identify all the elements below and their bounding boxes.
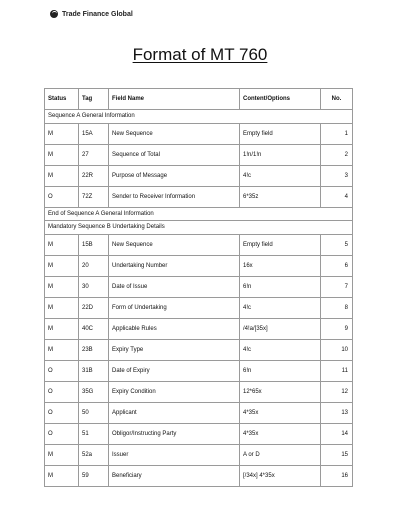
cell-field-name: New Sequence xyxy=(109,234,240,255)
table-row xyxy=(45,402,353,423)
cell-status: M xyxy=(45,234,79,255)
cell-tag: 50 xyxy=(79,402,109,423)
table-row xyxy=(45,234,353,255)
cell-status: M xyxy=(45,318,79,339)
cell-content-options: 6*35z xyxy=(240,186,321,207)
cell-status: M xyxy=(45,444,79,465)
cell-status: O xyxy=(45,423,79,444)
table-header-row xyxy=(45,89,353,110)
cell-tag: 52a xyxy=(79,444,109,465)
cell-tag: 22D xyxy=(79,297,109,318)
cell-tag: 51 xyxy=(79,423,109,444)
section-label: End of Sequence A General Information xyxy=(45,207,353,221)
table-row xyxy=(45,339,353,360)
cell-status: M xyxy=(45,297,79,318)
cell-status: M xyxy=(45,123,79,144)
cell-content-options: 4!c xyxy=(240,165,321,186)
column-header-content-options: Content/Options xyxy=(240,89,321,110)
section-label: Sequence A General Information xyxy=(45,110,353,124)
cell-field-name: Sender to Receiver Information xyxy=(109,186,240,207)
cell-status: O xyxy=(45,402,79,423)
cell-number: 9 xyxy=(321,318,353,339)
cell-field-name: Date of Expiry xyxy=(109,360,240,381)
cell-content-options: Empty field xyxy=(240,123,321,144)
cell-number: 6 xyxy=(321,255,353,276)
table-row xyxy=(45,144,353,165)
cell-status: M xyxy=(45,339,79,360)
cell-number: 4 xyxy=(321,186,353,207)
table-row xyxy=(45,165,353,186)
column-header-number: No. xyxy=(321,89,353,110)
cell-status: M xyxy=(45,465,79,486)
cell-number: 5 xyxy=(321,234,353,255)
cell-tag: 31B xyxy=(79,360,109,381)
cell-field-name: Beneficiary xyxy=(109,465,240,486)
table-row xyxy=(45,276,353,297)
column-header-field-name: Field Name xyxy=(109,89,240,110)
table-row xyxy=(45,255,353,276)
cell-tag: 15A xyxy=(79,123,109,144)
cell-field-name: Applicable Rules xyxy=(109,318,240,339)
cell-content-options: [/34x] 4*35x xyxy=(240,465,321,486)
section-row xyxy=(45,110,353,124)
cell-field-name: Issuer xyxy=(109,444,240,465)
table-row xyxy=(45,186,353,207)
cell-content-options: 4*35x xyxy=(240,423,321,444)
cell-number: 1 xyxy=(321,123,353,144)
mt760-format-table xyxy=(44,88,353,487)
cell-status: O xyxy=(45,381,79,402)
section-row xyxy=(45,207,353,221)
table-row xyxy=(45,381,353,402)
cell-tag: 15B xyxy=(79,234,109,255)
logo-text: Trade Finance Global xyxy=(62,10,133,18)
cell-number: 12 xyxy=(321,381,353,402)
table-row xyxy=(45,360,353,381)
column-header-tag: Tag xyxy=(79,89,109,110)
cell-number: 7 xyxy=(321,276,353,297)
page-title: Format of MT 760 xyxy=(132,45,268,64)
cell-tag: 59 xyxy=(79,465,109,486)
cell-status: O xyxy=(45,186,79,207)
cell-number: 8 xyxy=(321,297,353,318)
table-body xyxy=(45,110,353,487)
table-row xyxy=(45,297,353,318)
section-label: Mandatory Sequence B Undertaking Details xyxy=(45,221,353,235)
cell-number: 2 xyxy=(321,144,353,165)
cell-content-options: 4*35x xyxy=(240,402,321,423)
globe-logo-icon xyxy=(50,10,58,18)
cell-field-name: Obligor/Instructing Party xyxy=(109,423,240,444)
cell-field-name: Purpose of Message xyxy=(109,165,240,186)
table-row xyxy=(45,123,353,144)
cell-status: M xyxy=(45,276,79,297)
cell-field-name: Form of Undertaking xyxy=(109,297,240,318)
cell-tag: 30 xyxy=(79,276,109,297)
cell-content-options: 4!c xyxy=(240,339,321,360)
table-row xyxy=(45,465,353,486)
table-row xyxy=(45,318,353,339)
cell-content-options: 12*65x xyxy=(240,381,321,402)
cell-status: M xyxy=(45,255,79,276)
cell-field-name: New Sequence xyxy=(109,123,240,144)
cell-number: 13 xyxy=(321,402,353,423)
cell-status: M xyxy=(45,165,79,186)
cell-content-options: 6!n xyxy=(240,360,321,381)
cell-content-options: 16x xyxy=(240,255,321,276)
cell-content-options: Empty field xyxy=(240,234,321,255)
brand-logo xyxy=(50,10,133,18)
cell-tag: 35G xyxy=(79,381,109,402)
cell-content-options: 6!n xyxy=(240,276,321,297)
cell-field-name: Date of Issue xyxy=(109,276,240,297)
cell-field-name: Expiry Type xyxy=(109,339,240,360)
cell-number: 10 xyxy=(321,339,353,360)
cell-tag: 22R xyxy=(79,165,109,186)
cell-content-options: 1!n/1!n xyxy=(240,144,321,165)
cell-number: 14 xyxy=(321,423,353,444)
cell-tag: 23B xyxy=(79,339,109,360)
cell-status: M xyxy=(45,144,79,165)
cell-field-name: Applicant xyxy=(109,402,240,423)
section-row xyxy=(45,221,353,235)
table-row xyxy=(45,423,353,444)
cell-content-options: 4!c xyxy=(240,297,321,318)
cell-number: 3 xyxy=(321,165,353,186)
cell-tag: 40C xyxy=(79,318,109,339)
cell-number: 16 xyxy=(321,465,353,486)
table-row xyxy=(45,444,353,465)
cell-field-name: Undertaking Number xyxy=(109,255,240,276)
cell-content-options: /4!a/[35x] xyxy=(240,318,321,339)
cell-number: 11 xyxy=(321,360,353,381)
cell-tag: 20 xyxy=(79,255,109,276)
cell-content-options: A or D xyxy=(240,444,321,465)
cell-status: O xyxy=(45,360,79,381)
cell-tag: 27 xyxy=(79,144,109,165)
cell-tag: 72Z xyxy=(79,186,109,207)
column-header-status: Status xyxy=(45,89,79,110)
cell-number: 15 xyxy=(321,444,353,465)
cell-field-name: Sequence of Total xyxy=(109,144,240,165)
cell-field-name: Expiry Condition xyxy=(109,381,240,402)
